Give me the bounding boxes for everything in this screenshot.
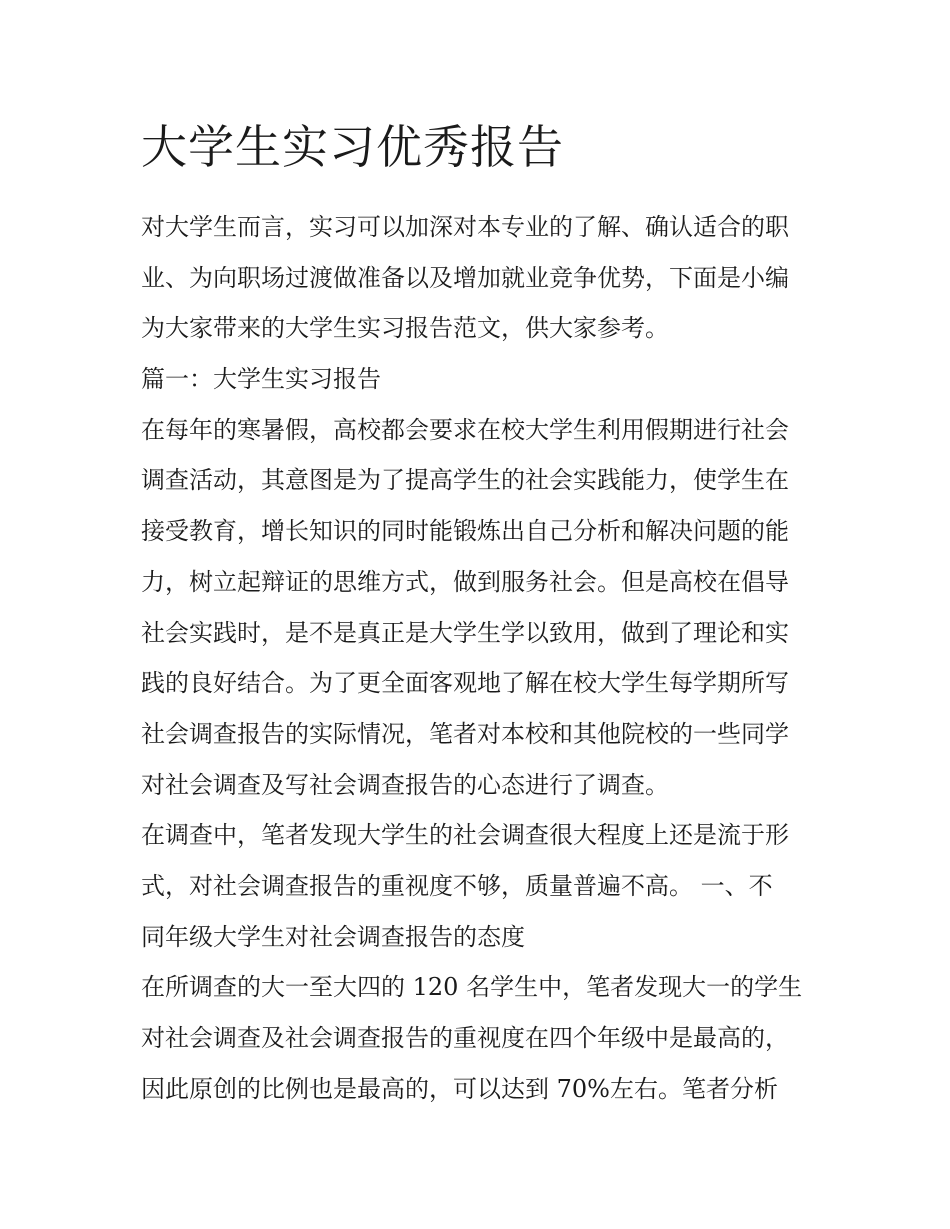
body-line: 式，对社会调查报告的重视度不够，质量普遍不高。 一、不 [141,871,773,900]
body-line: 对社会调查及写社会调查报告的心态进行了调查。 [141,770,669,799]
document-body [141,202,821,1114]
body-line: 为大家带来的大学生实习报告范文，供大家参考。 [141,314,669,343]
body-line: 在调查中，笔者发现大学生的社会调查很大程度上还是流于形 [141,821,789,850]
document-title: 大学生实习优秀报告 [141,120,564,174]
body-line: 对大学生而言，实习可以加深对本专业的了解、确认适合的职 [141,213,789,241]
body-line: 同年级大学生对社会调查报告的态度 [141,922,525,951]
body-line: 力，树立起辩证的思维方式，做到服务社会。但是高校在倡导 [141,567,789,596]
body-line: 在所调查的大一至大四的 120 名学生中，笔者发现大一的学生 [141,973,803,1002]
body-line: 践的良好结合。为了更全面客观地了解在校大学生每学期所写 [141,669,789,698]
body-line: 因此原创的比例也是最高的，可以达到 70%左右。笔者分析 [141,1074,778,1103]
section-heading: 篇一：大学生实习报告 [141,365,381,394]
body-line: 调查活动，其意图是为了提高学生的社会实践能力，使学生在 [141,466,789,495]
body-line: 对社会调查及社会调查报告的重视度在四个年级中是最高的， [141,1024,789,1052]
body-line: 业、为向职场过渡做准备以及增加就业竞争优势，下面是小编 [141,263,789,292]
body-line: 社会实践时，是不是真正是大学生学以致用，做到了理论和实 [141,618,789,647]
body-line: 社会调查报告的实际情况，笔者对本校和其他院校的一些同学 [141,719,789,748]
body-line: 接受教育，增长知识的同时能锻炼出自己分析和解决问题的能 [141,517,789,546]
body-line: 在每年的寒暑假，高校都会要求在校大学生利用假期进行社会 [141,415,789,444]
document-page [141,114,821,1114]
